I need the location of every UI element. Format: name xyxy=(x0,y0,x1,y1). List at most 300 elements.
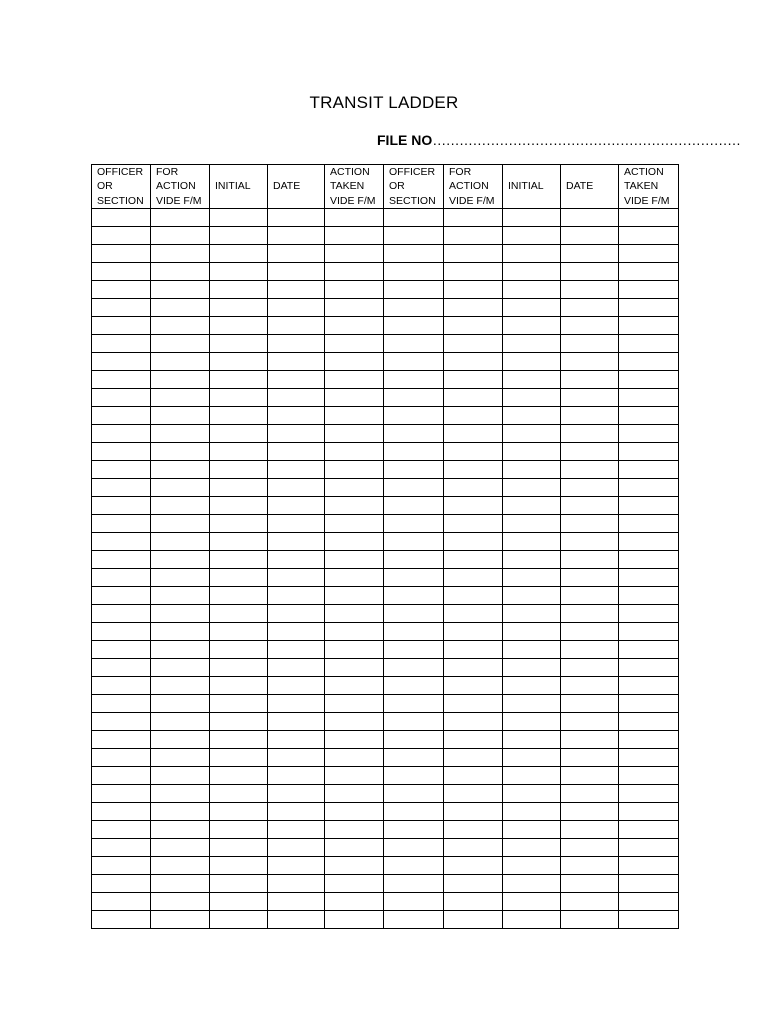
table-cell[interactable] xyxy=(210,623,268,641)
table-cell[interactable] xyxy=(561,335,619,353)
table-cell[interactable] xyxy=(325,875,384,893)
table-cell[interactable] xyxy=(619,623,679,641)
table-cell[interactable] xyxy=(384,893,444,911)
table-cell[interactable] xyxy=(619,875,679,893)
table-cell[interactable] xyxy=(210,407,268,425)
table-cell[interactable] xyxy=(619,749,679,767)
table-cell[interactable] xyxy=(92,515,151,533)
table-cell[interactable] xyxy=(210,587,268,605)
table-cell[interactable] xyxy=(503,641,561,659)
table-cell[interactable] xyxy=(325,605,384,623)
table-cell[interactable] xyxy=(151,407,210,425)
table-cell[interactable] xyxy=(92,857,151,875)
table-cell[interactable] xyxy=(384,803,444,821)
table-cell[interactable] xyxy=(561,425,619,443)
table-cell[interactable] xyxy=(561,677,619,695)
table-cell[interactable] xyxy=(561,551,619,569)
table-cell[interactable] xyxy=(444,695,503,713)
table-cell[interactable] xyxy=(151,587,210,605)
table-cell[interactable] xyxy=(444,371,503,389)
table-cell[interactable] xyxy=(561,533,619,551)
table-cell[interactable] xyxy=(619,605,679,623)
table-cell[interactable] xyxy=(503,713,561,731)
table-cell[interactable] xyxy=(503,515,561,533)
table-cell[interactable] xyxy=(503,749,561,767)
table-cell[interactable] xyxy=(561,389,619,407)
table-cell[interactable] xyxy=(444,515,503,533)
table-cell[interactable] xyxy=(210,353,268,371)
table-cell[interactable] xyxy=(503,209,561,227)
table-cell[interactable] xyxy=(561,911,619,929)
table-cell[interactable] xyxy=(325,641,384,659)
table-cell[interactable] xyxy=(151,335,210,353)
table-cell[interactable] xyxy=(561,749,619,767)
table-cell[interactable] xyxy=(384,443,444,461)
table-cell[interactable] xyxy=(92,551,151,569)
table-cell[interactable] xyxy=(210,749,268,767)
table-cell[interactable] xyxy=(503,911,561,929)
table-cell[interactable] xyxy=(503,245,561,263)
table-cell[interactable] xyxy=(210,767,268,785)
table-cell[interactable] xyxy=(619,911,679,929)
table-cell[interactable] xyxy=(268,911,325,929)
table-cell[interactable] xyxy=(384,623,444,641)
table-cell[interactable] xyxy=(503,281,561,299)
table-cell[interactable] xyxy=(151,497,210,515)
table-cell[interactable] xyxy=(210,461,268,479)
table-cell[interactable] xyxy=(210,443,268,461)
table-cell[interactable] xyxy=(151,389,210,407)
table-cell[interactable] xyxy=(619,515,679,533)
table-cell[interactable] xyxy=(151,803,210,821)
table-cell[interactable] xyxy=(210,731,268,749)
table-cell[interactable] xyxy=(325,425,384,443)
table-cell[interactable] xyxy=(151,875,210,893)
table-cell[interactable] xyxy=(619,551,679,569)
table-cell[interactable] xyxy=(325,353,384,371)
table-cell[interactable] xyxy=(619,713,679,731)
table-cell[interactable] xyxy=(92,425,151,443)
table-cell[interactable] xyxy=(325,623,384,641)
table-cell[interactable] xyxy=(325,857,384,875)
table-cell[interactable] xyxy=(444,785,503,803)
table-cell[interactable] xyxy=(444,263,503,281)
table-cell[interactable] xyxy=(444,281,503,299)
table-cell[interactable] xyxy=(561,767,619,785)
table-cell[interactable] xyxy=(92,641,151,659)
table-cell[interactable] xyxy=(444,443,503,461)
table-cell[interactable] xyxy=(92,911,151,929)
table-cell[interactable] xyxy=(268,425,325,443)
table-cell[interactable] xyxy=(619,857,679,875)
table-cell[interactable] xyxy=(268,821,325,839)
table-cell[interactable] xyxy=(561,605,619,623)
table-cell[interactable] xyxy=(503,605,561,623)
table-cell[interactable] xyxy=(619,533,679,551)
table-cell[interactable] xyxy=(619,821,679,839)
table-cell[interactable] xyxy=(210,605,268,623)
table-cell[interactable] xyxy=(92,767,151,785)
table-cell[interactable] xyxy=(384,713,444,731)
table-cell[interactable] xyxy=(561,785,619,803)
table-cell[interactable] xyxy=(210,551,268,569)
table-cell[interactable] xyxy=(619,227,679,245)
table-cell[interactable] xyxy=(444,659,503,677)
table-cell[interactable] xyxy=(210,263,268,281)
table-cell[interactable] xyxy=(444,299,503,317)
table-cell[interactable] xyxy=(268,497,325,515)
table-cell[interactable] xyxy=(268,245,325,263)
table-cell[interactable] xyxy=(444,461,503,479)
table-cell[interactable] xyxy=(444,821,503,839)
table-cell[interactable] xyxy=(92,623,151,641)
table-cell[interactable] xyxy=(503,695,561,713)
table-cell[interactable] xyxy=(92,785,151,803)
table-cell[interactable] xyxy=(561,623,619,641)
table-cell[interactable] xyxy=(210,677,268,695)
table-cell[interactable] xyxy=(503,623,561,641)
table-cell[interactable] xyxy=(92,659,151,677)
table-cell[interactable] xyxy=(561,443,619,461)
table-cell[interactable] xyxy=(384,641,444,659)
table-cell[interactable] xyxy=(92,695,151,713)
table-cell[interactable] xyxy=(619,245,679,263)
table-cell[interactable] xyxy=(151,749,210,767)
table-cell[interactable] xyxy=(92,443,151,461)
table-cell[interactable] xyxy=(151,821,210,839)
table-cell[interactable] xyxy=(268,677,325,695)
table-cell[interactable] xyxy=(268,263,325,281)
table-cell[interactable] xyxy=(268,767,325,785)
table-cell[interactable] xyxy=(210,515,268,533)
table-cell[interactable] xyxy=(561,353,619,371)
table-cell[interactable] xyxy=(151,785,210,803)
table-cell[interactable] xyxy=(503,677,561,695)
table-cell[interactable] xyxy=(151,245,210,263)
table-cell[interactable] xyxy=(210,389,268,407)
table-cell[interactable] xyxy=(325,659,384,677)
table-cell[interactable] xyxy=(444,641,503,659)
table-cell[interactable] xyxy=(444,389,503,407)
table-cell[interactable] xyxy=(619,659,679,677)
table-cell[interactable] xyxy=(561,587,619,605)
file-number-blank[interactable]: …………………………………………………………… xyxy=(432,132,741,148)
table-cell[interactable] xyxy=(92,353,151,371)
table-cell[interactable] xyxy=(92,839,151,857)
table-cell[interactable] xyxy=(561,821,619,839)
table-cell[interactable] xyxy=(92,893,151,911)
table-cell[interactable] xyxy=(503,839,561,857)
table-cell[interactable] xyxy=(210,227,268,245)
table-cell[interactable] xyxy=(151,317,210,335)
table-cell[interactable] xyxy=(151,425,210,443)
table-cell[interactable] xyxy=(384,461,444,479)
table-cell[interactable] xyxy=(444,677,503,695)
table-cell[interactable] xyxy=(151,461,210,479)
table-cell[interactable] xyxy=(151,659,210,677)
table-cell[interactable] xyxy=(503,335,561,353)
table-cell[interactable] xyxy=(151,623,210,641)
table-cell[interactable] xyxy=(92,461,151,479)
table-cell[interactable] xyxy=(92,875,151,893)
table-cell[interactable] xyxy=(561,569,619,587)
table-cell[interactable] xyxy=(151,713,210,731)
table-cell[interactable] xyxy=(444,857,503,875)
table-cell[interactable] xyxy=(325,371,384,389)
table-cell[interactable] xyxy=(503,785,561,803)
table-cell[interactable] xyxy=(619,767,679,785)
table-cell[interactable] xyxy=(325,839,384,857)
table-cell[interactable] xyxy=(210,875,268,893)
table-cell[interactable] xyxy=(92,407,151,425)
table-cell[interactable] xyxy=(503,587,561,605)
table-cell[interactable] xyxy=(384,659,444,677)
table-cell[interactable] xyxy=(325,515,384,533)
table-cell[interactable] xyxy=(268,227,325,245)
table-cell[interactable] xyxy=(325,821,384,839)
table-cell[interactable] xyxy=(268,731,325,749)
table-cell[interactable] xyxy=(92,281,151,299)
table-cell[interactable] xyxy=(151,443,210,461)
table-cell[interactable] xyxy=(619,839,679,857)
table-cell[interactable] xyxy=(561,713,619,731)
table-cell[interactable] xyxy=(444,749,503,767)
table-cell[interactable] xyxy=(268,839,325,857)
table-cell[interactable] xyxy=(268,407,325,425)
table-cell[interactable] xyxy=(92,533,151,551)
table-cell[interactable] xyxy=(561,461,619,479)
table-cell[interactable] xyxy=(503,893,561,911)
table-cell[interactable] xyxy=(268,281,325,299)
table-cell[interactable] xyxy=(384,821,444,839)
table-cell[interactable] xyxy=(503,317,561,335)
table-cell[interactable] xyxy=(444,425,503,443)
table-cell[interactable] xyxy=(619,389,679,407)
table-cell[interactable] xyxy=(151,767,210,785)
table-cell[interactable] xyxy=(151,911,210,929)
table-cell[interactable] xyxy=(325,767,384,785)
table-cell[interactable] xyxy=(503,407,561,425)
table-cell[interactable] xyxy=(619,425,679,443)
table-cell[interactable] xyxy=(210,335,268,353)
table-cell[interactable] xyxy=(444,623,503,641)
table-cell[interactable] xyxy=(384,299,444,317)
table-cell[interactable] xyxy=(92,569,151,587)
table-cell[interactable] xyxy=(619,299,679,317)
table-cell[interactable] xyxy=(619,443,679,461)
table-cell[interactable] xyxy=(619,335,679,353)
table-cell[interactable] xyxy=(268,371,325,389)
table-cell[interactable] xyxy=(619,353,679,371)
table-cell[interactable] xyxy=(151,353,210,371)
table-cell[interactable] xyxy=(444,713,503,731)
table-cell[interactable] xyxy=(210,479,268,497)
table-cell[interactable] xyxy=(561,857,619,875)
table-cell[interactable] xyxy=(151,299,210,317)
table-cell[interactable] xyxy=(444,497,503,515)
table-cell[interactable] xyxy=(151,371,210,389)
table-cell[interactable] xyxy=(384,209,444,227)
table-cell[interactable] xyxy=(619,893,679,911)
table-cell[interactable] xyxy=(619,263,679,281)
table-cell[interactable] xyxy=(210,497,268,515)
table-cell[interactable] xyxy=(503,479,561,497)
table-cell[interactable] xyxy=(444,767,503,785)
table-cell[interactable] xyxy=(210,641,268,659)
table-cell[interactable] xyxy=(561,875,619,893)
table-cell[interactable] xyxy=(384,533,444,551)
table-cell[interactable] xyxy=(92,749,151,767)
table-cell[interactable] xyxy=(268,857,325,875)
table-cell[interactable] xyxy=(384,749,444,767)
table-cell[interactable] xyxy=(503,227,561,245)
table-cell[interactable] xyxy=(210,317,268,335)
table-cell[interactable] xyxy=(384,425,444,443)
table-cell[interactable] xyxy=(503,353,561,371)
table-cell[interactable] xyxy=(384,587,444,605)
table-cell[interactable] xyxy=(268,317,325,335)
table-cell[interactable] xyxy=(92,209,151,227)
table-cell[interactable] xyxy=(92,731,151,749)
table-cell[interactable] xyxy=(503,299,561,317)
table-cell[interactable] xyxy=(444,353,503,371)
table-cell[interactable] xyxy=(384,857,444,875)
table-cell[interactable] xyxy=(151,893,210,911)
table-cell[interactable] xyxy=(151,209,210,227)
table-cell[interactable] xyxy=(325,479,384,497)
table-cell[interactable] xyxy=(268,803,325,821)
table-cell[interactable] xyxy=(384,767,444,785)
table-cell[interactable] xyxy=(503,443,561,461)
table-cell[interactable] xyxy=(151,839,210,857)
table-cell[interactable] xyxy=(619,317,679,335)
table-cell[interactable] xyxy=(210,569,268,587)
table-cell[interactable] xyxy=(384,497,444,515)
table-cell[interactable] xyxy=(619,587,679,605)
table-cell[interactable] xyxy=(384,911,444,929)
table-cell[interactable] xyxy=(92,587,151,605)
table-cell[interactable] xyxy=(325,695,384,713)
table-cell[interactable] xyxy=(210,371,268,389)
table-cell[interactable] xyxy=(268,335,325,353)
table-cell[interactable] xyxy=(325,263,384,281)
table-cell[interactable] xyxy=(325,587,384,605)
table-cell[interactable] xyxy=(151,515,210,533)
table-cell[interactable] xyxy=(619,803,679,821)
table-cell[interactable] xyxy=(151,569,210,587)
table-cell[interactable] xyxy=(561,803,619,821)
table-cell[interactable] xyxy=(444,245,503,263)
table-cell[interactable] xyxy=(325,209,384,227)
table-cell[interactable] xyxy=(268,749,325,767)
table-cell[interactable] xyxy=(503,569,561,587)
table-cell[interactable] xyxy=(151,677,210,695)
table-cell[interactable] xyxy=(325,245,384,263)
table-cell[interactable] xyxy=(503,551,561,569)
table-cell[interactable] xyxy=(384,245,444,263)
table-cell[interactable] xyxy=(151,695,210,713)
table-cell[interactable] xyxy=(561,209,619,227)
table-cell[interactable] xyxy=(151,281,210,299)
table-cell[interactable] xyxy=(619,731,679,749)
table-cell[interactable] xyxy=(619,461,679,479)
table-cell[interactable] xyxy=(210,281,268,299)
table-cell[interactable] xyxy=(325,713,384,731)
table-cell[interactable] xyxy=(384,389,444,407)
table-cell[interactable] xyxy=(444,911,503,929)
table-cell[interactable] xyxy=(503,875,561,893)
table-cell[interactable] xyxy=(210,695,268,713)
table-cell[interactable] xyxy=(384,695,444,713)
table-cell[interactable] xyxy=(384,281,444,299)
table-cell[interactable] xyxy=(92,335,151,353)
table-cell[interactable] xyxy=(92,479,151,497)
table-cell[interactable] xyxy=(210,821,268,839)
table-cell[interactable] xyxy=(268,875,325,893)
table-cell[interactable] xyxy=(325,317,384,335)
table-cell[interactable] xyxy=(561,263,619,281)
table-cell[interactable] xyxy=(384,515,444,533)
table-cell[interactable] xyxy=(325,497,384,515)
table-cell[interactable] xyxy=(619,479,679,497)
table-cell[interactable] xyxy=(151,641,210,659)
table-cell[interactable] xyxy=(325,731,384,749)
table-cell[interactable] xyxy=(151,533,210,551)
table-cell[interactable] xyxy=(268,785,325,803)
table-cell[interactable] xyxy=(268,551,325,569)
table-cell[interactable] xyxy=(444,605,503,623)
table-cell[interactable] xyxy=(268,209,325,227)
table-cell[interactable] xyxy=(384,335,444,353)
table-cell[interactable] xyxy=(384,677,444,695)
table-cell[interactable] xyxy=(444,551,503,569)
table-cell[interactable] xyxy=(92,803,151,821)
table-cell[interactable] xyxy=(619,641,679,659)
table-cell[interactable] xyxy=(444,569,503,587)
table-cell[interactable] xyxy=(384,875,444,893)
table-cell[interactable] xyxy=(268,713,325,731)
table-cell[interactable] xyxy=(325,461,384,479)
table-cell[interactable] xyxy=(444,209,503,227)
table-cell[interactable] xyxy=(503,857,561,875)
table-cell[interactable] xyxy=(92,317,151,335)
table-cell[interactable] xyxy=(561,695,619,713)
table-cell[interactable] xyxy=(561,479,619,497)
table-cell[interactable] xyxy=(561,281,619,299)
table-cell[interactable] xyxy=(268,299,325,317)
table-cell[interactable] xyxy=(444,227,503,245)
table-cell[interactable] xyxy=(151,227,210,245)
table-cell[interactable] xyxy=(619,371,679,389)
table-cell[interactable] xyxy=(619,569,679,587)
table-cell[interactable] xyxy=(503,533,561,551)
table-cell[interactable] xyxy=(210,425,268,443)
table-cell[interactable] xyxy=(92,605,151,623)
table-cell[interactable] xyxy=(268,641,325,659)
table-cell[interactable] xyxy=(325,299,384,317)
table-cell[interactable] xyxy=(325,803,384,821)
table-cell[interactable] xyxy=(325,281,384,299)
table-cell[interactable] xyxy=(210,659,268,677)
table-cell[interactable] xyxy=(503,659,561,677)
table-cell[interactable] xyxy=(210,911,268,929)
table-cell[interactable] xyxy=(151,479,210,497)
table-cell[interactable] xyxy=(384,407,444,425)
table-cell[interactable] xyxy=(151,605,210,623)
table-cell[interactable] xyxy=(151,263,210,281)
table-cell[interactable] xyxy=(210,713,268,731)
table-cell[interactable] xyxy=(619,695,679,713)
